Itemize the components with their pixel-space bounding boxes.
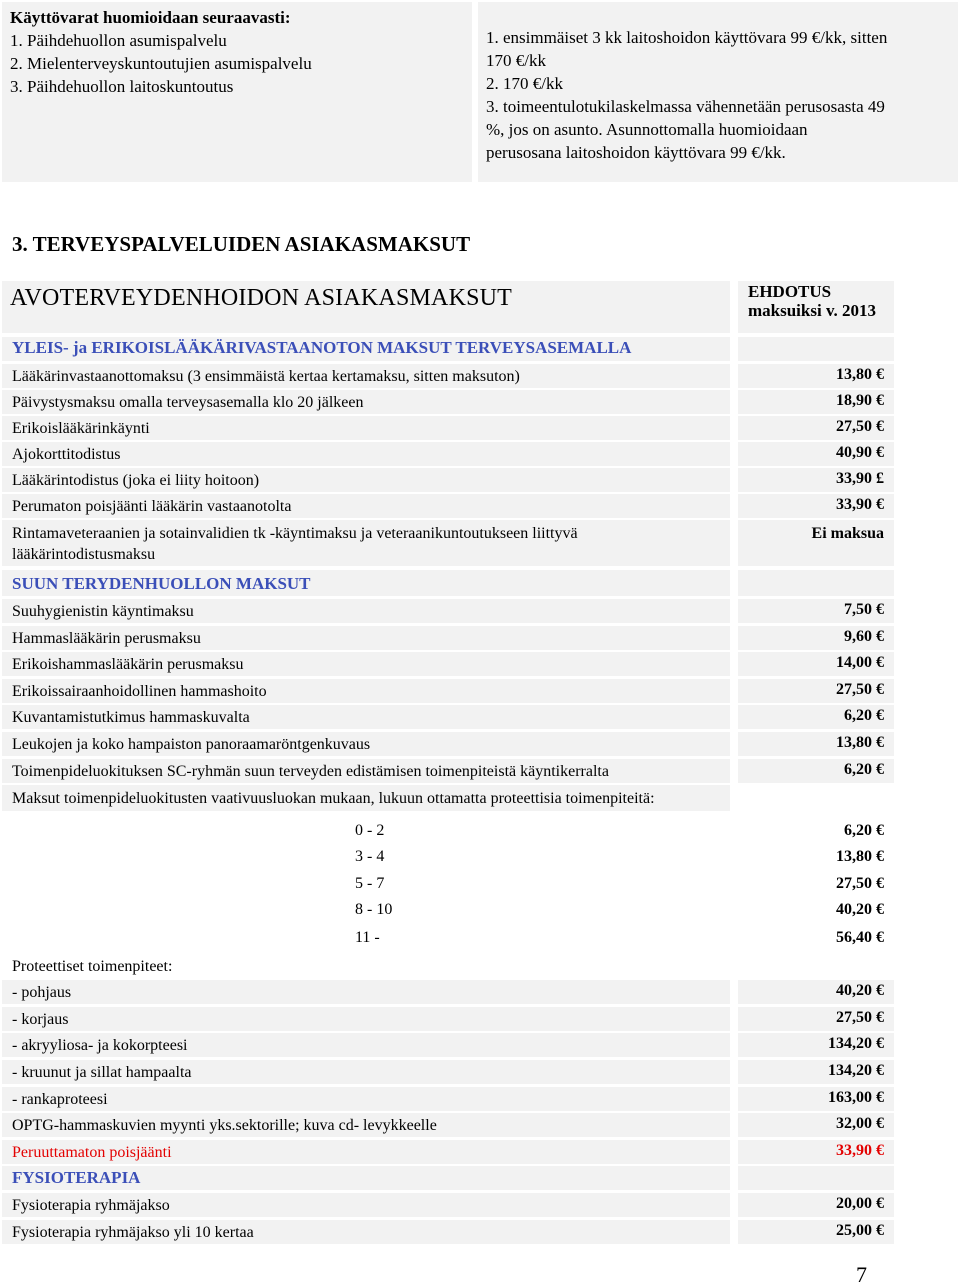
topleft-heading: Käyttövarat huomioidaan seuraavasti: [10,8,291,27]
vaativuus-category: 11 - [355,929,380,946]
fee-value: 13,80 € [836,848,884,865]
fee-label: Perumaton poisjäänti lääkärin vastaanotolta [12,498,292,515]
row-bg [2,1007,730,1031]
vaativuus-category: 5 - 7 [355,875,385,892]
fee-value: 27,50 € [836,418,884,435]
vaativuus-intro: Maksut toimenpideluokitusten vaativuusluokan mukaan, lukuun ottamatta proteettisia toimenpiteitä: [12,790,655,807]
section-header-fysio: FYSIOTERAPIA [12,1168,141,1187]
fee-label: Suuhygienistin käyntimaksu [12,603,194,620]
fee-label: Lääkärinvastaanottomaksu (3 ensimmäistä kertaa kertamaksu, sitten maksuton) [12,368,520,385]
fee-value: 56,40 € [836,929,884,946]
fee-label: Toimenpideluokituksen SC-ryhmän suun terveyden edistämisen toimenpiteistä käyntikerralta [12,763,609,780]
peruuttamaton-label: Peruuttamaton poisjäänti [12,1144,172,1161]
fee-label: Hammaslääkärin perusmaksu [12,630,201,647]
fee-value: 25,00 € [836,1222,884,1239]
fee-value: 27,50 € [836,681,884,698]
header-bg [738,1166,894,1190]
fee-value: 18,90 € [836,392,884,409]
fee-value: 9,60 € [844,628,884,645]
ehdotus-label: EHDOTUS [748,282,832,301]
fee-label: OPTG-hammaskuvien myynti yks.sektorille; kuva cd- levykkeelle [12,1117,437,1134]
fee-value: 33,90 £ [836,470,884,487]
topright-line: 2. 170 €/kk [486,74,563,93]
proteettiset-title: Proteettiset toimenpiteet: [12,958,173,975]
ehdotus-year: maksuiksi v. 2013 [748,301,877,320]
section-header-suun: SUUN TERYDENHUOLLON MAKSUT [12,574,311,593]
topleft-line: 1. Päihdehuollon asumispalvelu [10,31,227,50]
fee-value: 163,00 € [828,1089,884,1106]
fee-label: - korjaus [12,1011,69,1028]
fee-label: Rintamaveteraanien ja sotainvalidien tk -käyntimaksu ja veteraanikuntoutukseen liittyvä [12,525,578,542]
fee-value: 27,50 € [836,875,884,892]
topleft-line: 3. Päihdehuollon laitoskuntoutus [10,77,234,96]
fee-label: Erikoissairaanhoidollinen hammashoito [12,683,267,700]
fee-label: Päivystysmaksu omalla terveysasemalla klo 20 jälkeen [12,394,364,411]
avo-title: AVOTERVEYDENHOIDON ASIAKASMAKSUT [10,285,513,311]
topright-line: perusosana laitoshoidon käyttövara 99 €/kk. [486,143,786,162]
fee-value: 20,00 € [836,1195,884,1212]
topright-box [478,2,958,182]
fee-value: 32,00 € [836,1115,884,1132]
vaativuus-category: 8 - 10 [355,901,393,918]
fee-value: 40,20 € [836,982,884,999]
fee-label: Lääkärintodistus (joka ei liity hoitoon) [12,472,260,489]
fee-value: 40,20 € [836,901,884,918]
page-number: 7 [856,1262,867,1287]
section-title: 3. TERVEYSPALVELUIDEN ASIAKASMAKSUT [12,232,471,256]
fee-label: - kruunut ja sillat hampaalta [12,1064,192,1081]
fee-label: Fysioterapia ryhmäjakso [12,1197,170,1214]
fee-label: - akryyliosa- ja kokorpteesi [12,1037,188,1054]
fee-value: Ei maksua [811,525,884,542]
topright-line: 3. toimeentulotukilaskelmassa vähennetään perusosasta 49 [486,97,885,116]
fee-value: 6,20 € [844,761,884,778]
fee-value: 134,20 € [828,1035,884,1052]
section-header-yleis: YLEIS- ja ERIKOISLÄÄKÄRIVASTAANOTON MAKSUT TERVEYSASEMALLA [12,338,632,357]
header-bg [738,337,894,361]
header-bg [738,570,894,596]
fee-value: 6,20 € [844,822,884,839]
fee-label: Fysioterapia ryhmäjakso yli 10 kertaa [12,1224,254,1241]
row-bg [2,1087,730,1111]
fee-value: 40,90 € [836,444,884,461]
topleft-line: 2. Mielenterveyskuntoutujien asumispalvelu [10,54,312,73]
fee-value: 13,80 € [836,734,884,751]
topleft-box [2,2,472,182]
fee-label: Erikoislääkärinkäynti [12,420,150,437]
fee-label: - pohjaus [12,984,72,1001]
fee-label-cont: lääkärintodistusmaksu [12,546,156,563]
peruuttamaton-value: 33,90 € [836,1142,884,1159]
fee-value: 33,90 € [836,496,884,513]
topright-line: 1. ensimmäiset 3 kk laitoshoidon käyttövara 99 €/kk, sitten [486,28,888,47]
fee-label: Leukojen ja koko hampaiston panoraamaröntgenkuvaus [12,736,371,753]
topright-line: %, jos on asunto. Asunnottomalla huomioidaan [486,120,808,139]
fee-value: 134,20 € [828,1062,884,1079]
fee-label: - rankaproteesi [12,1091,108,1108]
vaativuus-category: 3 - 4 [355,848,385,865]
fee-label: Erikoishammaslääkärin perusmaksu [12,656,244,673]
fee-value: 27,50 € [836,1009,884,1026]
fee-label: Ajokorttitodistus [12,446,121,463]
fee-value: 7,50 € [844,601,884,618]
row-bg [2,980,730,1004]
fee-value: 14,00 € [836,654,884,671]
fee-value: 13,80 € [836,366,884,383]
vaativuus-category: 0 - 2 [355,822,385,839]
topright-line: 170 €/kk [486,51,546,70]
fee-value: 6,20 € [844,707,884,724]
fee-label: Kuvantamistutkimus hammaskuvalta [12,709,250,726]
